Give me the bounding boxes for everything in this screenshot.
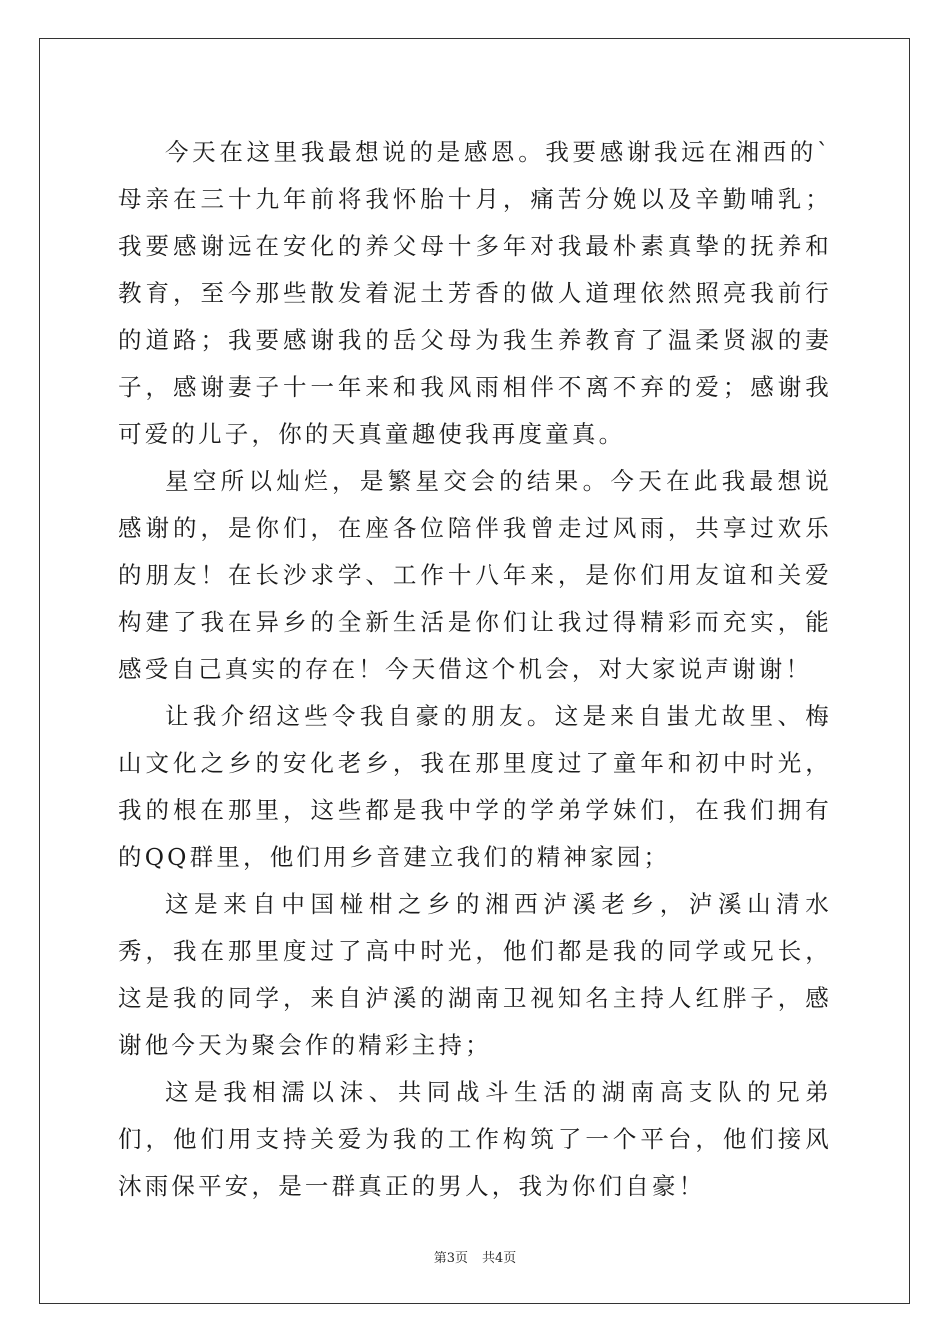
paragraph: 这是我相濡以沫、共同战斗生活的湖南高支队的兄弟们，他们用支持关爱为我的工作构筑了一个平台，他们接风沐雨保平安，是一群真正的男人，我为你们自豪！: [118, 1078, 832, 1200]
paragraph: 这是来自中国椪柑之乡的湘西泸溪老乡，泸溪山清水秀，我在那里度过了高中时光，他们都是我的同学或兄长，这是我的同学，来自泸溪的湖南卫视知名主持人红胖子，感谢他今天为聚会作的精彩主持；: [118, 890, 832, 1059]
paragraph: 星空所以灿烂，是繁星交会的结果。今天在此我最想说感谢的，是你们，在座各位陪伴我曾走过风雨，共享过欢乐的朋友！在长沙求学、工作十八年来，是你们用友谊和关爱构建了我在异乡的全新生活是你们让我过得精彩而充实，能感受自己真实的存在！今天借这个机会，对大家说声谢谢！: [118, 467, 832, 683]
document-body: [118, 129, 832, 1210]
paragraph: 今天在这里我最想说的是感恩。我要感谢我远在湘西的`母亲在三十九年前将我怀胎十月，痛苦分娩以及辛勤哺乳；我要感谢远在安化的养父母十多年对我最朴素真挚的抚养和教育，至今那些散发着泥土芳香的做人道理依然照亮我前行的道路；我要感谢我的岳父母为我生养教育了温柔贤淑的妻子，感谢妻子十一年来和我风雨相伴不离不弃的爱；感谢我可爱的儿子，你的天真童趣使我再度童真。: [118, 138, 832, 448]
page-footer: [0, 1247, 950, 1266]
page-number-current: 第3页: [433, 1251, 468, 1266]
page-number-total: 共4页: [482, 1251, 517, 1266]
paragraph: 让我介绍这些令我自豪的朋友。这是来自蚩尤故里、梅山文化之乡的安化老乡，我在那里度过了童年和初中时光，我的根在那里，这些都是我中学的学弟学妹们，在我们拥有的QQ群里，他们用乡音建立我们的精神家园；: [118, 702, 832, 871]
